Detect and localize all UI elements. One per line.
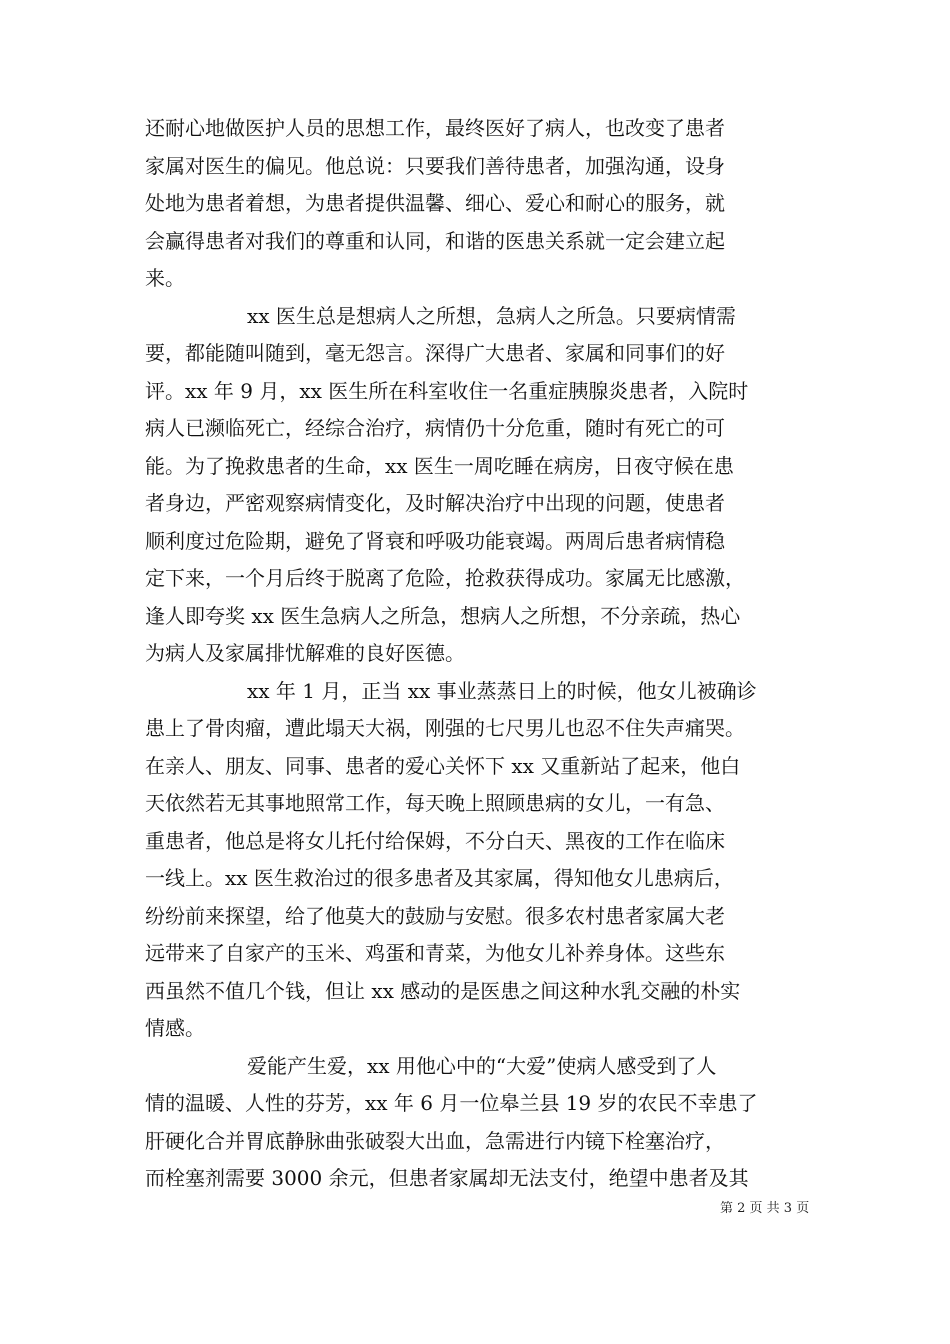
text-line: 来。 bbox=[145, 266, 185, 290]
text-line: 纷纷前来探望，给了他莫大的鼓励与安慰。很多农村患者家属大老 bbox=[145, 903, 725, 928]
text-line: 患上了骨肉瘤，遭此塌天大祸，刚强的七尺男儿也忍不住失声痛哭。 bbox=[145, 716, 745, 740]
paragraph-start-line: 爱能产生爱，xx 用他心中的“大爱”使病人感受到了人 bbox=[247, 1053, 717, 1078]
text-line: 还耐心地做医护人员的思想工作，最终医好了病人，也改变了患者 bbox=[145, 116, 725, 140]
text-line: 远带来了自家产的玉米、鸡蛋和青菜，为他女儿补养身体。这些东 bbox=[145, 941, 725, 965]
text-line: 定下来，一个月后终于脱离了危险，抢救获得成功。家属无比感激， bbox=[145, 566, 745, 590]
text-line: 而栓塞剂需要 3000 余元，但患者家属却无法支付，绝望中患者及其 bbox=[145, 1166, 749, 1190]
text-line: 病人已濒临死亡，经综合治疗，病情仍十分危重，随时有死亡的可 bbox=[145, 416, 725, 440]
text-line: 评。xx 年 9 月，xx 医生所在科室收住一名重症胰腺炎患者，入院时 bbox=[145, 378, 749, 403]
text-line: 能。为了挽救患者的生命，xx 医生一周吃睡在病房，日夜守候在患 bbox=[145, 453, 734, 478]
text-line: 重患者，他总是将女儿托付给保姆，不分白天、黑夜的工作在临床 bbox=[145, 828, 725, 853]
text-line: 逢人即夸奖 xx 医生急病人之所急，想病人之所想，不分亲疏，热心 bbox=[145, 603, 741, 628]
text-line: 肝硬化合并胃底静脉曲张破裂大出血，急需进行内镜下栓塞治疗， bbox=[145, 1128, 725, 1153]
paragraph-start-line: xx 医生总是想病人之所想，急病人之所急。只要病情需 bbox=[247, 303, 736, 328]
page-number-footer: 第 2 页 共 3 页 bbox=[720, 1201, 810, 1216]
text-line: 天依然若无其事地照常工作，每天晚上照顾患病的女儿，一有急、 bbox=[145, 791, 725, 815]
text-line: 顺利度过危险期，避免了肾衰和呼吸功能衰竭。两周后患者病情稳 bbox=[145, 528, 725, 553]
text-line: 要，都能随叫随到，毫无怨言。深得广大患者、家属和同事们的好 bbox=[145, 341, 725, 365]
text-line: 情感。 bbox=[145, 1016, 205, 1040]
body-text bbox=[145, 110, 815, 1198]
text-line: 在亲人、朋友、同事、患者的爱心关怀下 xx 又重新站了起来，他白 bbox=[145, 753, 741, 778]
text-line: 一线上。xx 医生救治过的很多患者及其家属，得知他女儿患病后， bbox=[145, 866, 734, 890]
text-line: 会赢得患者对我们的尊重和认同，和谐的医患关系就一定会建立起 bbox=[145, 228, 725, 253]
text-line: 家属对医生的偏见。他总说：只要我们善待患者，加强沟通，设身 bbox=[145, 153, 725, 178]
text-line: 西虽然不值几个钱，但让 xx 感动的是医患之间这种水乳交融的朴实 bbox=[145, 978, 741, 1003]
text-line: 者身边，严密观察病情变化，及时解决治疗中出现的问题，使患者 bbox=[145, 491, 725, 515]
text-line: 处地为患者着想，为患者提供温馨、细心、爱心和耐心的服务，就 bbox=[145, 191, 725, 215]
text-line: 为病人及家属排忧解难的良好医德。 bbox=[145, 641, 465, 665]
paragraph-start-line: xx 年 1 月，正当 xx 事业蒸蒸日上的时候，他女儿被确诊 bbox=[247, 678, 757, 703]
text-line: 情的温暖、人性的芬芳，xx 年 6 月一位皋兰县 19 岁的农民不幸患了 bbox=[145, 1091, 758, 1115]
